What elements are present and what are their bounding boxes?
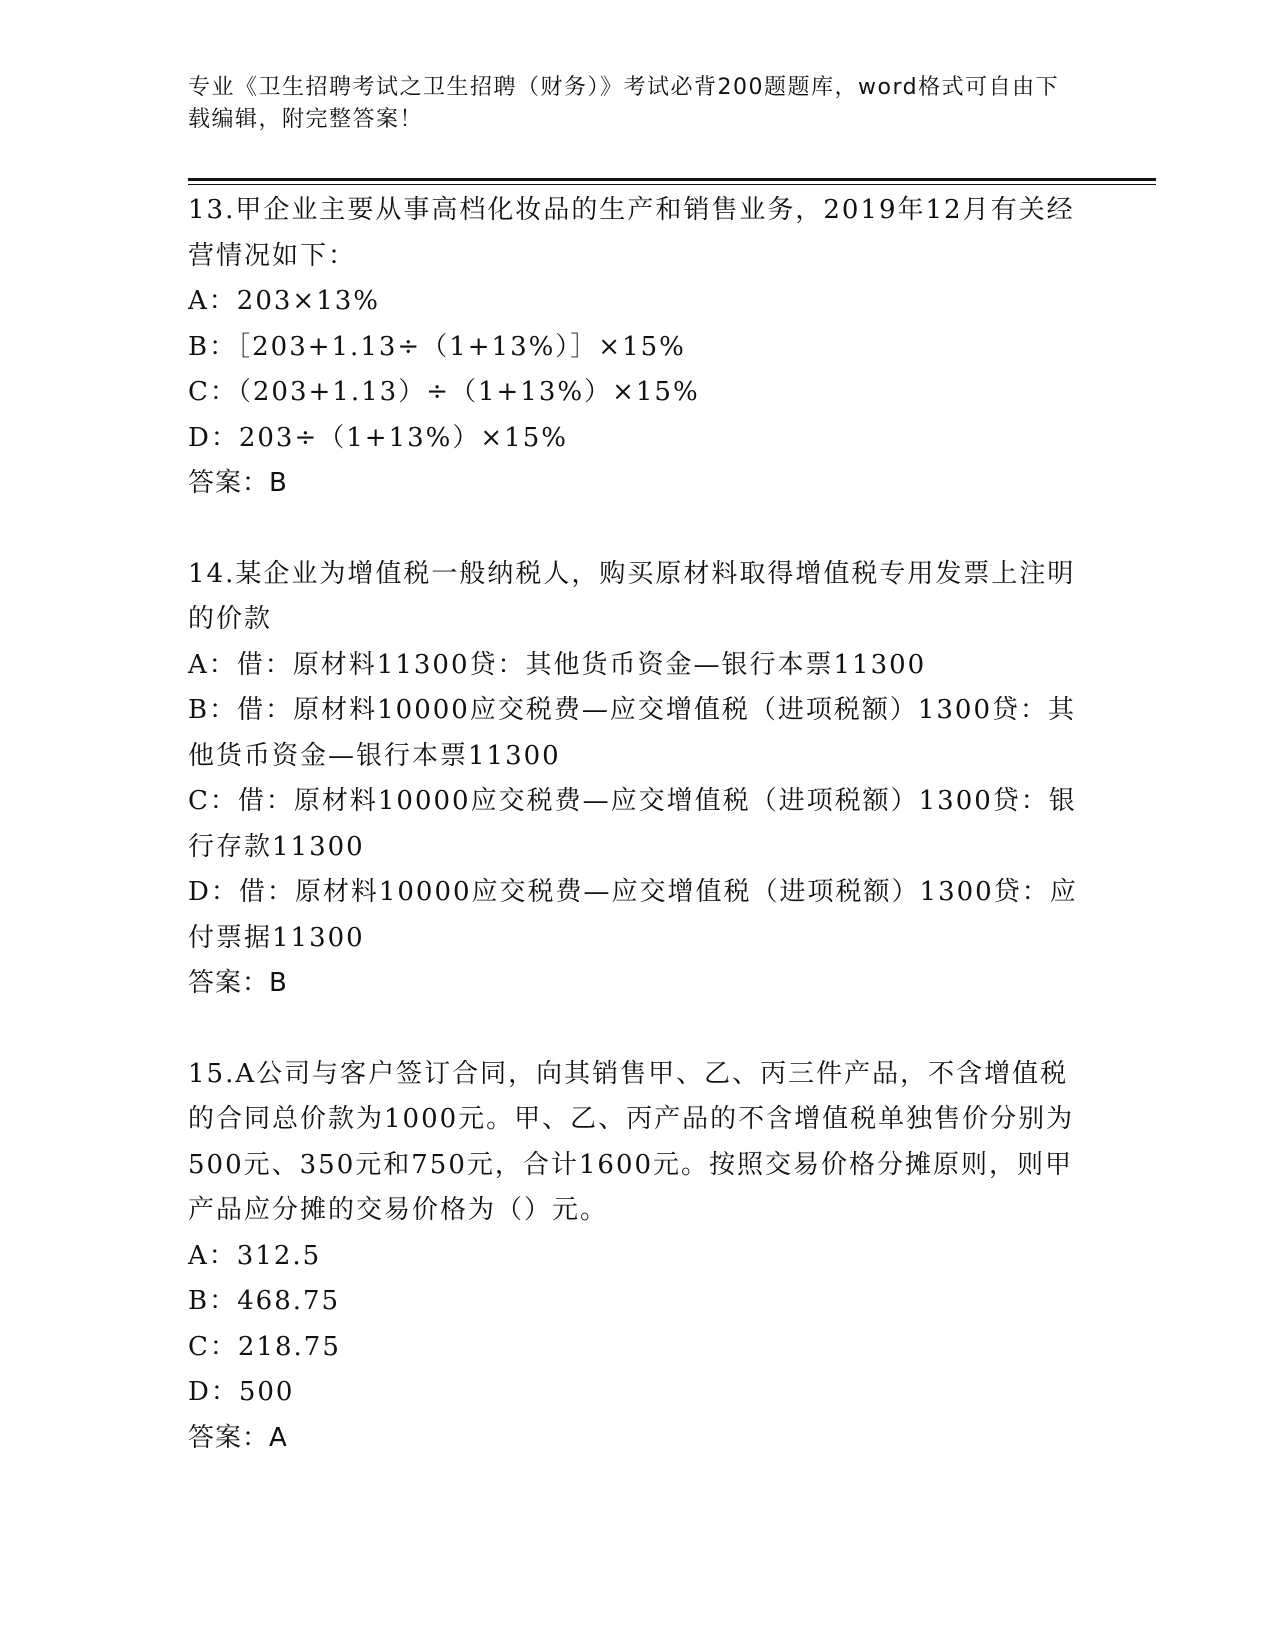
answer-line: 答案：B bbox=[188, 468, 288, 498]
option-b: B：468.75 bbox=[188, 1286, 341, 1316]
document-header: 专业《卫生招聘考试之卫生招聘（财务）》考试必背200题题库，word格式可自由下载编辑，附完整答案！ bbox=[188, 75, 1060, 132]
option-c: C：（203+1.13）÷（1+13%）×15% bbox=[188, 377, 700, 407]
option-c: C：借：原材料10000应交税费—应交增值税（进项税额）1300贷：银行存款11300 bbox=[188, 786, 1077, 862]
question-14 bbox=[188, 552, 1088, 1007]
question-stem: 13.甲企业主要从事高档化妆品的生产和销售业务，2019年12月有关经营情况如下： bbox=[188, 195, 1075, 271]
option-a: A：借：原材料11300贷：其他货币资金—银行本票11300 bbox=[188, 649, 927, 680]
option-c: C：218.75 bbox=[188, 1331, 341, 1362]
header-divider-thick bbox=[188, 178, 1156, 181]
question-stem: 15.A公司与客户签订合同，向其销售甲、乙、丙三件产品，不含增值税的合同总价款为1000元。甲、乙、丙产品的不含增值税单独售价分别为500元、350元和750元，合计1600元。按照交易价格分摊原则，则甲产品应分摊的交易价格为（）元。 bbox=[188, 1058, 1075, 1225]
header-divider-thin bbox=[188, 184, 1156, 185]
option-a: A：312.5 bbox=[188, 1240, 322, 1271]
answer-line: 答案：A bbox=[188, 1422, 288, 1453]
option-b: B：［203+1.13÷（1+13%）］×15% bbox=[188, 331, 686, 362]
option-d: D：500 bbox=[188, 1377, 295, 1407]
question-15 bbox=[188, 1052, 1088, 1462]
question-13 bbox=[188, 188, 1088, 507]
question-list bbox=[188, 188, 1088, 1461]
option-d: D：203÷（1+13%）×15% bbox=[188, 422, 568, 453]
question-stem: 14.某企业为增值税一般纳税人，购买原材料取得增值税专用发票上注明的价款 bbox=[188, 558, 1076, 634]
option-b: B：借：原材料10000应交税费—应交增值税（进项税额）1300贷：其他货币资金—银行本票11300 bbox=[188, 695, 1076, 771]
answer-line: 答案：B bbox=[188, 968, 288, 998]
option-a: A：203×13% bbox=[188, 286, 380, 316]
option-d: D：借：原材料10000应交税费—应交增值税（进项税额）1300贷：应付票据11300 bbox=[188, 877, 1078, 953]
